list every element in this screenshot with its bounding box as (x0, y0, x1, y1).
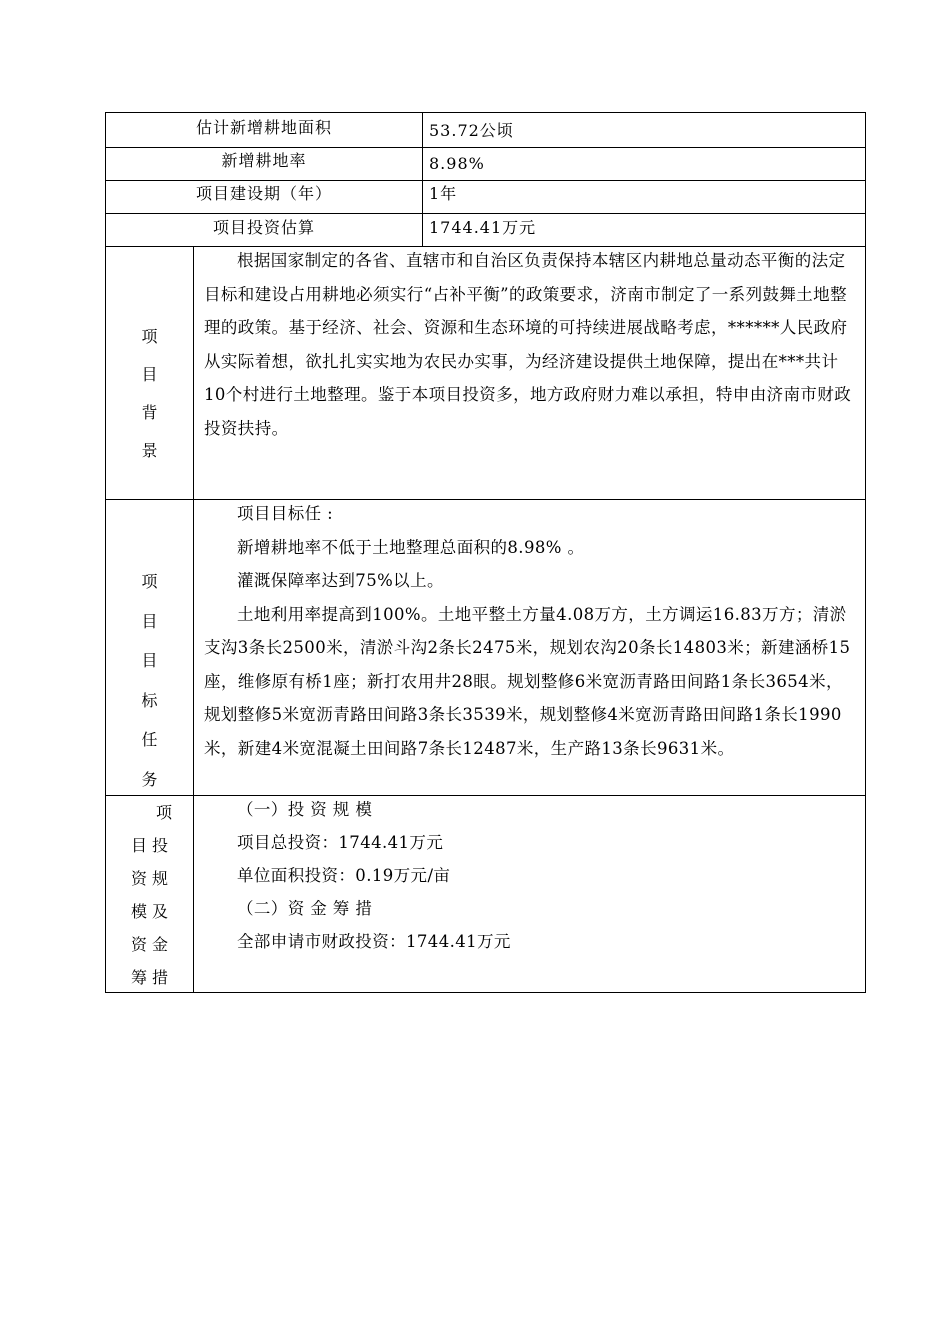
targets-line: 新增耕地率不低于土地整理总面积的8.98% 。 (237, 537, 585, 557)
investment-line: 项目总投资：1744.41万元 (237, 833, 444, 852)
targets-line: 土地利用率提高到100%。土地平整土方量4.08万方，土方调运16.83万方；清淤支沟3条长2500米，清淤斗沟2条长2475米，规划农沟20条长14803米；新建涵桥15座，维修原有桥1座；新打农用井28眼。规划整修6米宽沥青路田间路1条长3654米，规划整修5米宽沥青路田间路3条长3539米，规划整修4米宽沥青路田间路1条长1990米，新建4米宽混凝土田间路7条长12487米，生产路13条长9631米。 (204, 604, 851, 758)
label-char: 目 (141, 365, 158, 384)
row-divider (105, 180, 866, 181)
period-value: 1年 (429, 184, 458, 203)
label-char: 景 (141, 441, 158, 460)
background-text (204, 244, 854, 445)
investment-heading: （一）投 资 规 模 (237, 800, 373, 819)
column-divider (422, 112, 423, 246)
label-char: 任 (141, 730, 158, 749)
funding-heading: （二）资 金 筹 措 (237, 899, 373, 918)
rate-label: 新增耕地率 (221, 151, 307, 170)
label-line: 资 规 (130, 869, 169, 888)
label-char: 项 (141, 572, 158, 591)
row-divider (105, 213, 866, 214)
funding-line: 全部申请市财政投资：1744.41万元 (237, 932, 511, 951)
row-divider (105, 147, 866, 148)
targets-heading: 项目目标任 : (237, 504, 334, 523)
investment-value: 1744.41万元 (429, 218, 537, 237)
label-line: 项 (156, 803, 173, 822)
investment-section-label (106, 796, 193, 994)
targets-label (106, 562, 193, 799)
label-char: 目 (141, 651, 158, 670)
investment-label: 项目投资估算 (212, 218, 315, 237)
area-value: 53.72公顷 (429, 121, 514, 140)
investment-line: 单位面积投资：0.19万元/亩 (237, 866, 451, 885)
targets-text (204, 497, 854, 765)
period-label: 项目建设期（年） (195, 184, 332, 203)
label-line: 模 及 (130, 902, 169, 921)
label-char: 标 (141, 690, 158, 710)
label-line: 筹 措 (130, 968, 169, 987)
rate-value: 8.98% (429, 154, 485, 173)
targets-line: 灌溉保障率达到75%以上。 (237, 571, 444, 590)
label-char: 背 (141, 403, 158, 422)
label-line: 资 金 (130, 935, 169, 954)
background-label (106, 318, 193, 470)
label-line: 目 投 (130, 836, 169, 855)
label-char: 项 (141, 327, 158, 346)
investment-text (204, 793, 854, 958)
label-char: 目 (141, 611, 158, 631)
area-label: 估计新增耕地面积 (195, 118, 332, 137)
column-divider (193, 246, 194, 993)
label-char: 务 (141, 769, 158, 789)
background-paragraph: 根据国家制定的各省、直辖市和自治区负责保持本辖区内耕地总量动态平衡的法定目标和建设占用耕地必须实行“占补平衡”的政策要求，济南市制定了一系列鼓舞土地整理的政策。基于经济、社会、资源和生态环境的可持续进展战略考虑，******人民政府从实际着想，欲扎扎实实地为农民办实事，为经济建设提供土地保障，提出在***共计10个村进行土地整理。鉴于本项目投资多，地方政府财力难以承担，特申由济南市财政投资扶持。 (204, 251, 852, 438)
